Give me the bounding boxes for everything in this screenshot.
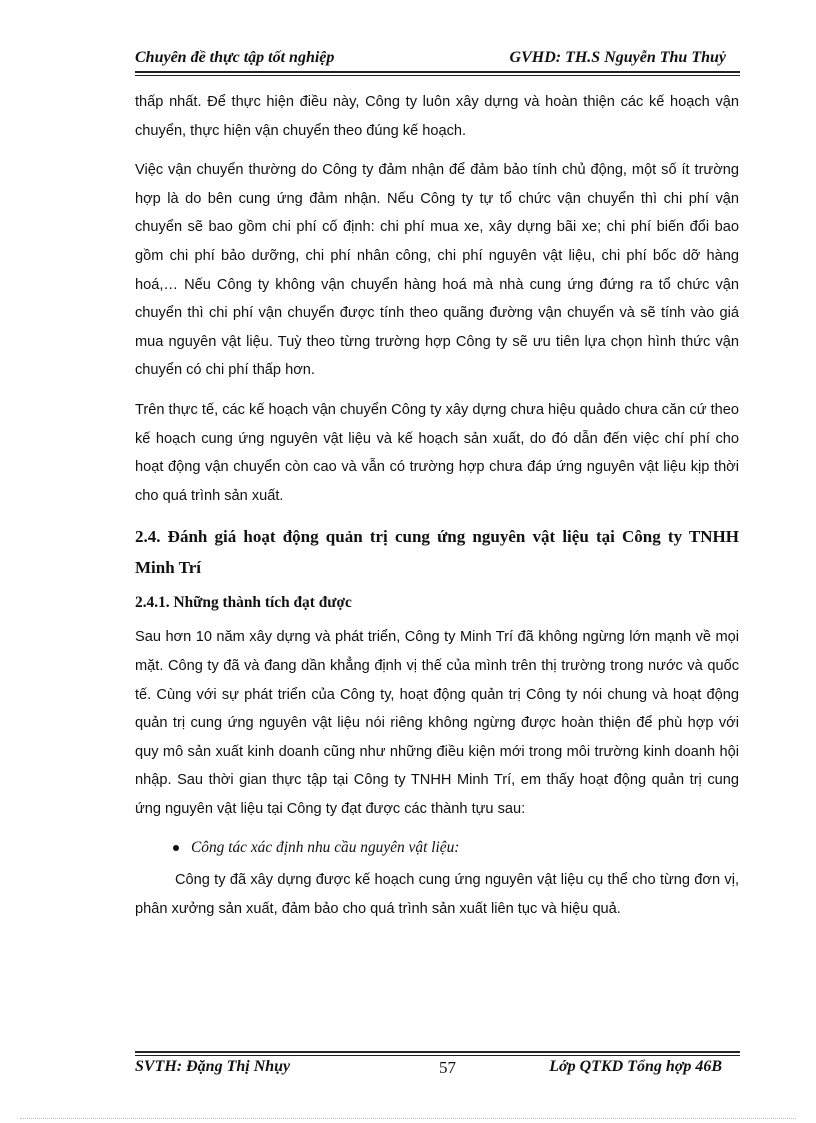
page-header <box>135 46 740 70</box>
page-number: 57 <box>439 1058 456 1077</box>
header-divider <box>135 71 740 76</box>
paragraph-1: thấp nhất. Để thực hiện điều này, Công ty luôn xây dựng và hoàn thiện các kế hoạch vận chuyển, thực hiện vận chuyển theo đúng kế hoạch. <box>135 94 739 139</box>
header-title: Chuyên đề thực tập tốt nghiệp <box>135 49 335 66</box>
paragraph-2: Việc vận chuyển thường do Công ty đảm nhận để đảm bảo tính chủ động, một số ít trường hợp là do bên cung ứng đảm nhận. Nếu Công ty tự tổ chức vận chuyển thì chi phí vận chuyển sẽ bao gồm chi phí cố định: chi phí mua xe, xây dựng bãi xe; chi phí biến đổi bao gồm chi phí bảo dưỡng, chi phí nhân công, chi phí nguyên vật liệu, chi phí bốc dỡ hàng hoá,… Nếu Công ty không vận chuyển hàng hoá mà nhà cung ứng đứng ra tổ chức vận chuyển thì chi phí vận chuyển được tính theo quãng đường vận chuyển và sẽ tính vào giá mua nguyên vật liệu. Tuỳ theo từng trường hợp Công ty sẽ ưu tiên lựa chọn hình thức vận chuyển có chi phí thấp hơn. <box>135 162 739 379</box>
page-body <box>135 88 739 935</box>
bullet-item <box>135 834 739 862</box>
bullet-dot-icon <box>173 845 179 851</box>
bullet-text: Công tác xác định nhu cầu nguyên vật liệu: <box>191 839 460 857</box>
paragraph-5: Công ty đã xây dựng được kế hoạch cung ứng nguyên vật liệu cụ thể cho từng đơn vị, phân xưởng sản xuất, đảm bảo cho quá trình sản xuất liên tục và hiệu quả. <box>135 872 739 918</box>
subsection-heading: 2.4.1. Những thành tích đạt được <box>135 594 352 612</box>
header-advisor: GVHD: TH.S Nguyễn Thu Thuỷ <box>509 49 726 66</box>
paragraph-4: Sau hơn 10 năm xây dựng và phát triển, Công ty Minh Trí đã không ngừng lớn mạnh về mọi mặt. Công ty đã và đang dần khẳng định vị thế của mình trên thị trường trong nước và quốc tế. Cùng với sự phát triển của Công ty, hoạt động quản trị Công ty nói chung và hoạt động quản trị cung ứng nguyên vật liệu nói riêng không ngừng được hoàn thiện để phù hợp với quy mô sản xuất kinh doanh cũng như những điều kiện mới trong môi trường kinh doanh hội nhập. Sau thời gian thực tập tại Công ty TNHH Minh Trí, em thấy hoạt động quản trị cung ứng nguyên vật liệu tại Công ty đạt được các thành tựu sau: <box>135 629 739 817</box>
section-heading: 2.4. Đánh giá hoạt động quản trị cung ứng nguyên vật liệu tại Công ty TNHH Minh Trí <box>135 527 739 578</box>
footer-student: SVTH: Đặng Thị Nhụy <box>135 1058 291 1075</box>
footer-class: Lớp QTKD Tổng hợp 46B <box>549 1058 722 1075</box>
page-footer <box>135 1056 740 1080</box>
page-edge-divider <box>20 1118 796 1119</box>
paragraph-3: Trên thực tế, các kế hoạch vận chuyển Công ty xây dựng chưa hiệu quảdo chưa căn cứ theo kế hoạch cung ứng nguyên vật liệu và kế hoạch sản xuất, do đó dẫn đến việc chí phí cho hoạt động vận chuyển còn cao và vẫn có trường hợp chưa đáp ứng nguyên vật liệu kịp thời cho quá trình sản xuất. <box>135 401 739 504</box>
